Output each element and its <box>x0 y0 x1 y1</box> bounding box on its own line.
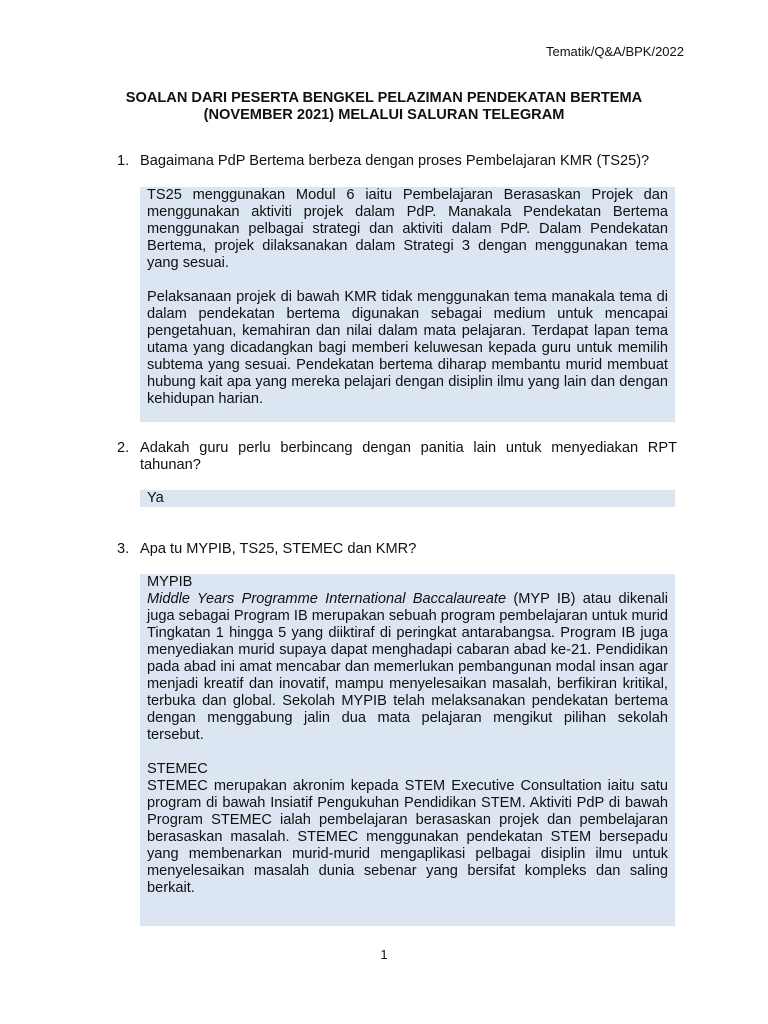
answer-1 <box>140 187 675 422</box>
mypib-description: (MYP IB) atau dikenali juga sebagai Program IB merupakan sebuah program pembelajaran untuk murid Tingkatan 1 hingga 5 yang diiktiraf di peringkat antarabangsa. Program IB juga menyediakan murid supaya dapat menghadapi cabaran abad ke-21. Pendidikan pada abad ini amat mencabar dan memerlukan pembangunan modal insan agar menjadi kreatif dan inovatif, mampu menyelesaikan masalah, berfikiran kritikal, terbuka dan global. Sekolah MYPIB telah melaksanakan pendekatan bertema dengan menggabung jalin dua mata pelajaran mengikut pilihan sekolah tersebut. <box>147 591 668 743</box>
question-1 <box>117 153 677 170</box>
answer-paragraph: Ya <box>147 490 164 506</box>
section-heading-mypib: MYPIB <box>147 574 193 590</box>
stemec-paragraph: STEMEC merupakan akronim kepada STEM Executive Consultation iaitu satu program di bawah Insiatif Pengukuhan Pendidikan STEM. Aktiviti PdP di bawah Program STEMEC ialah pembelajaran berasaskan projek dan pembelajaran berasaskan masalah. STEMEC menggunakan pendekatan STEM bersepadu yang membenarkan murid-murid mengaplikasi pelbagai disiplin ilmu untuk menyelesaikan masalah dunia sebenar yang bersifat kompleks dan saling berkait. <box>147 778 668 896</box>
answer-paragraph: TS25 menggunakan Modul 6 iaitu Pembelajaran Berasaskan Projek dan menggunakan aktiviti projek dalam PdP. Manakala Pendekatan Bertema menggunakan pelbagai strategi dan aktiviti dalam PdP. Dalam Pendekatan Bertema, projek dilaksanakan dalam Strategi 3 dengan menggunakan tema yang sesuai. <box>147 187 668 271</box>
mypib-full-name: Middle Years Programme International Baccalaureate <box>147 591 507 607</box>
title-line-2: (NOVEMBER 2021) MELALUI SALURAN TELEGRAM <box>203 107 565 123</box>
question-3 <box>117 541 677 558</box>
question-text: Apa tu MYPIB, TS25, STEMEC dan KMR? <box>140 541 417 557</box>
page-number: 1 <box>380 947 388 962</box>
section-heading-stemec: STEMEC <box>147 761 208 777</box>
question-number: 1. <box>117 153 130 169</box>
answer-2 <box>140 490 675 507</box>
question-number: 2. <box>117 440 130 456</box>
answer-paragraph: Pelaksanaan projek di bawah KMR tidak menggunakan tema manakala tema di dalam pendekatan bertema digunakan sebagai medium untuk mencapai pengetahuan, kemahiran dan nilai dalam mata pelajaran. Terdapat lapan tema utama yang dicadangkan bagi memberi keluwesan kepada guru untuk memilih subtema yang sesuai. Pendekatan bertema diharap membantu murid membuat hubung kait apa yang mereka pelajari dengan disiplin ilmu yang lain dan dengan kehidupan harian. <box>147 289 668 407</box>
question-number: 3. <box>117 541 130 557</box>
answer-3 <box>140 574 675 926</box>
question-2 <box>117 440 677 474</box>
document-title <box>80 90 688 124</box>
question-text: Adakah guru perlu berbincang dengan panitia lain untuk menyediakan RPT tahunan? <box>140 440 677 473</box>
title-line-1: SOALAN DARI PESERTA BENGKEL PELAZIMAN PENDEKATAN BERTEMA <box>125 90 643 106</box>
question-text: Bagaimana PdP Bertema berbeza dengan proses Pembelajaran KMR (TS25)? <box>140 153 650 169</box>
mypib-paragraph <box>147 591 668 744</box>
document-reference: Tematik/Q&A/BPK/2022 <box>545 44 684 59</box>
